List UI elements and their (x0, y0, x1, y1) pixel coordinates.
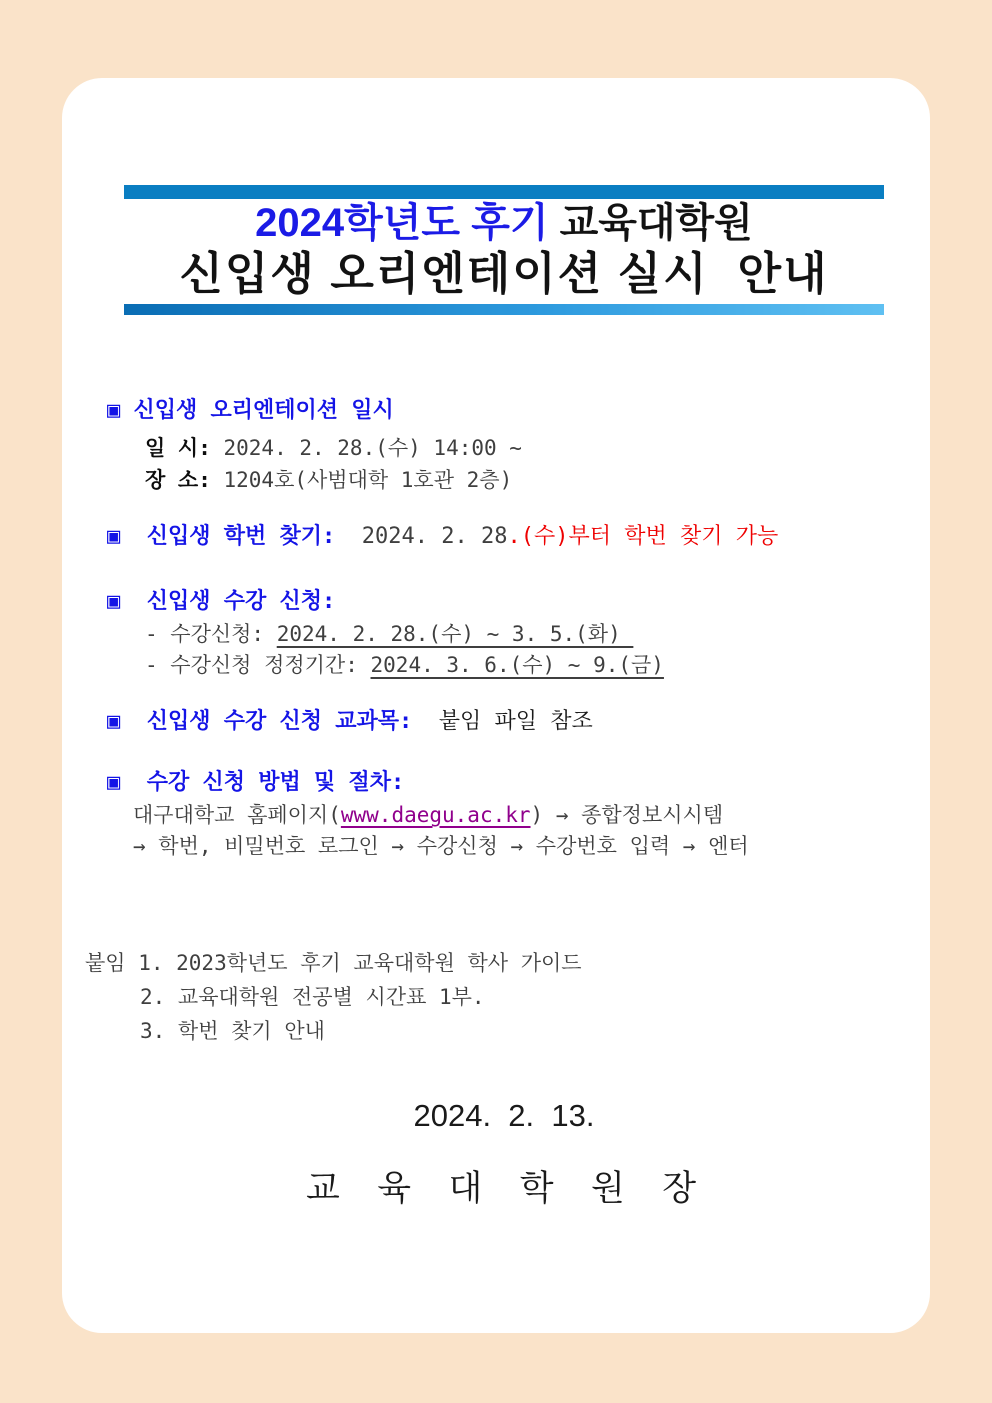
orientation-datetime-row (145, 435, 522, 461)
registration-period-dates: 2024. 2. 28.(수) ~ 3. 5.(화) (276, 622, 634, 646)
id-lookup-alert: .(수)부터 학번 찾기 가능 (507, 524, 779, 549)
square-bullet-icon: ▣ (107, 589, 121, 614)
section-method-heading (107, 770, 404, 796)
method-system-text: ) → 종합정보시시템 (530, 803, 724, 827)
courses-value: 붙임 파일 참조 (425, 709, 593, 734)
section-method-heading-label: 수강 신청 방법 및 절차: (120, 770, 405, 795)
orientation-place-row (145, 467, 512, 493)
section-courses (107, 709, 593, 735)
method-homepage-text: 대구대학교 홈페이지( (133, 803, 341, 827)
attachment-item-2: 2. 교육대학원 전공별 시간표 1부. (140, 985, 485, 1009)
document-date: 2024. 2. 13. (413, 1098, 595, 1133)
header-gradient-bar (124, 304, 884, 315)
section-courses-heading: 신입생 수강 신청 교과목: (120, 709, 426, 734)
square-bullet-icon: ▣ (107, 770, 121, 795)
registration-correction-row (145, 652, 664, 678)
section-orientation-heading (107, 398, 394, 424)
section-orientation-heading-label: 신입생 오리엔테이션 일시 (120, 398, 394, 423)
registration-correction-label: - 수강신청 정정기간: (145, 653, 371, 677)
datetime-label: 일 시: (145, 436, 211, 460)
registration-period-label: - 수강신청: (145, 622, 277, 646)
registration-correction-dates: 2024. 3. 6.(수) ~ 9.(금) (370, 653, 664, 677)
title-year-term: 2024학년도 후기 (255, 201, 549, 245)
section-id-lookup-heading: 신입생 학번 찾기: (120, 524, 349, 549)
document-signer: 교 육 대 학 원 장 (305, 1169, 703, 1208)
id-lookup-date: 2024. 2. 28 (348, 524, 508, 549)
registration-period-row (145, 621, 633, 647)
square-bullet-icon: ▣ (107, 398, 121, 423)
section-registration-heading (107, 589, 335, 615)
place-label: 장 소: (145, 468, 211, 492)
header-top-bar (124, 185, 884, 199)
attachment-item-3: 3. 학번 찾기 안내 (140, 1019, 325, 1043)
method-step-line2: → 학번, 비밀번호 로그인 → 수강신청 → 수강번호 입력 → 엔터 (133, 834, 749, 858)
document-title-line1 (124, 199, 884, 247)
document-title-line2: 신입생 오리엔테이션 실시 안내 (179, 248, 829, 299)
section-registration-heading-label: 신입생 수강 신청: (120, 589, 336, 614)
section-id-lookup (107, 524, 778, 550)
daegu-university-link[interactable]: www.daegu.ac.kr (340, 803, 531, 827)
document-panel (62, 78, 930, 1333)
square-bullet-icon: ▣ (107, 709, 121, 734)
place-value: 1204호(사범대학 1호관 2층) (210, 468, 513, 492)
datetime-value: 2024. 2. 28.(수) 14:00 ~ (210, 436, 522, 460)
attachment-item-1: 붙임 1. 2023학년도 후기 교육대학원 학사 가이드 (85, 951, 582, 975)
method-step-line1 (133, 802, 723, 828)
title-graduate-school: 교육대학원 (548, 201, 753, 245)
square-bullet-icon: ▣ (107, 524, 121, 549)
